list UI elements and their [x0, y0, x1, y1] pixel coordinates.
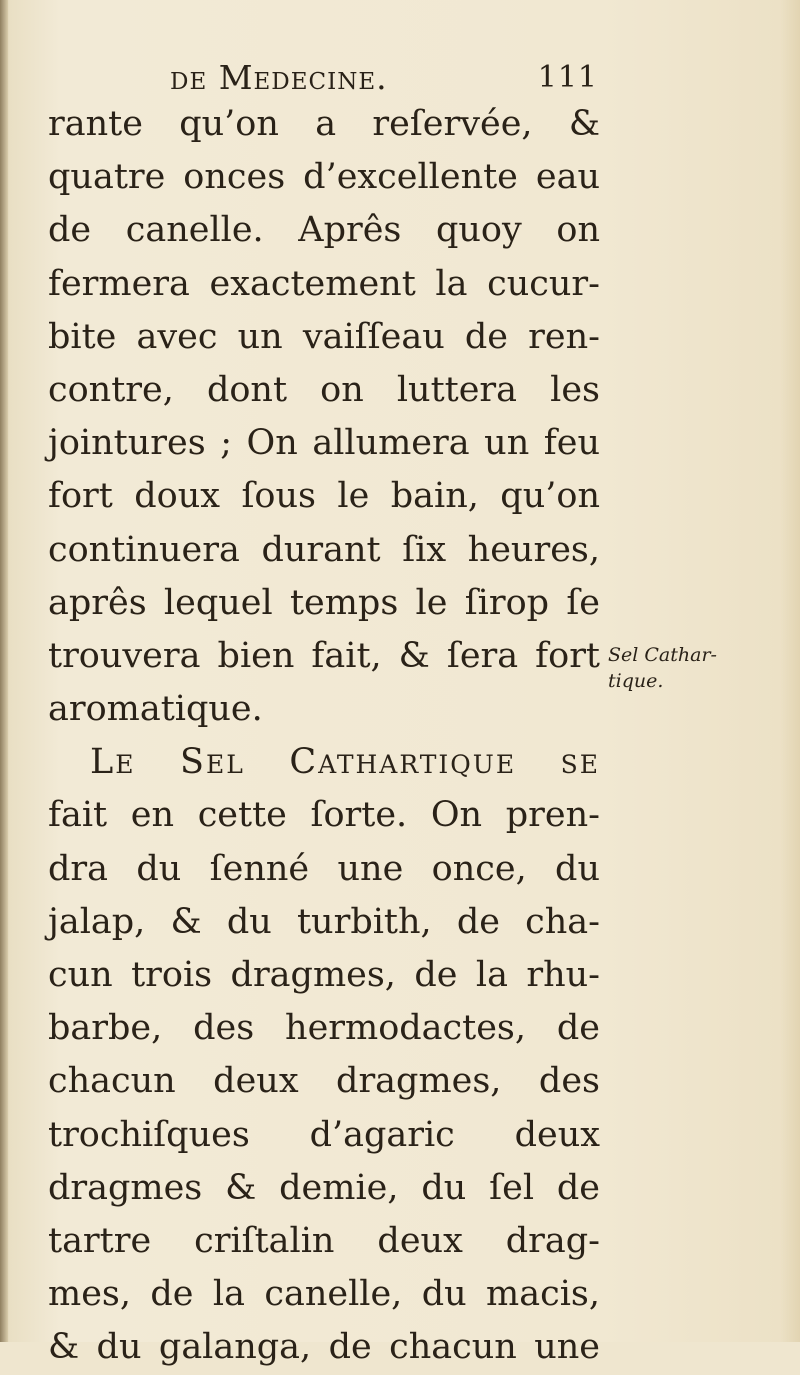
- text-line: dragmes & demie, du ſel de: [48, 1167, 600, 1208]
- text-line: jointures ; On allumera un feu: [48, 423, 600, 464]
- margin-note: [608, 642, 788, 694]
- text-line: aromatique.: [48, 689, 263, 730]
- margin-note-line: Sel Cathar-: [608, 644, 717, 666]
- section-heading-line: Le Sel Cathartique ſe: [90, 742, 600, 783]
- text-line: & du galanga, de chacun une: [48, 1327, 600, 1368]
- text-line: barbe, des hermodactes, de: [48, 1008, 600, 1049]
- text-line: trouvera bien fait, & ſera fort: [48, 635, 600, 676]
- body-text: [48, 98, 600, 1375]
- text-line: bite avec un vaiſſeau de ren-: [48, 316, 600, 357]
- page-header: [170, 56, 600, 100]
- text-line: cun trois dragmes, de la rhu-: [48, 955, 600, 995]
- page-number: 111: [537, 60, 598, 95]
- gutter-shadow: [0, 0, 8, 1342]
- margin-note-line: tique.: [608, 670, 664, 692]
- text-line: tartre criſtalin deux drag-: [48, 1220, 600, 1261]
- text-line: continuera durant ſix heures,: [48, 529, 600, 570]
- text-line: rante qu’on a reſervée, &: [48, 104, 600, 144]
- text-line: chacun deux dragmes, des: [48, 1061, 600, 1102]
- text-line: fermera exactement la cucur-: [48, 263, 600, 304]
- text-line: quatre onces d’excellente eau: [48, 157, 600, 198]
- text-line: fait en cette ſorte. On pren-: [48, 795, 600, 836]
- text-line: dra du ſenné une once, du: [48, 848, 600, 889]
- text-line: de canelle. Aprês quoy on: [48, 210, 600, 251]
- running-title: de Medecine.: [170, 58, 388, 97]
- text-line: fort doux ſous le bain, qu’on: [48, 476, 600, 517]
- text-line: trochiſques d’agaric deux: [48, 1114, 600, 1155]
- text-line: mes, de la canelle, du macis,: [48, 1274, 600, 1315]
- text-line: contre, dont on luttera les: [48, 369, 600, 410]
- text-line: jalap, & du turbith, de cha-: [48, 901, 600, 942]
- text-line: aprês lequel temps le ſirop ſe: [48, 582, 600, 623]
